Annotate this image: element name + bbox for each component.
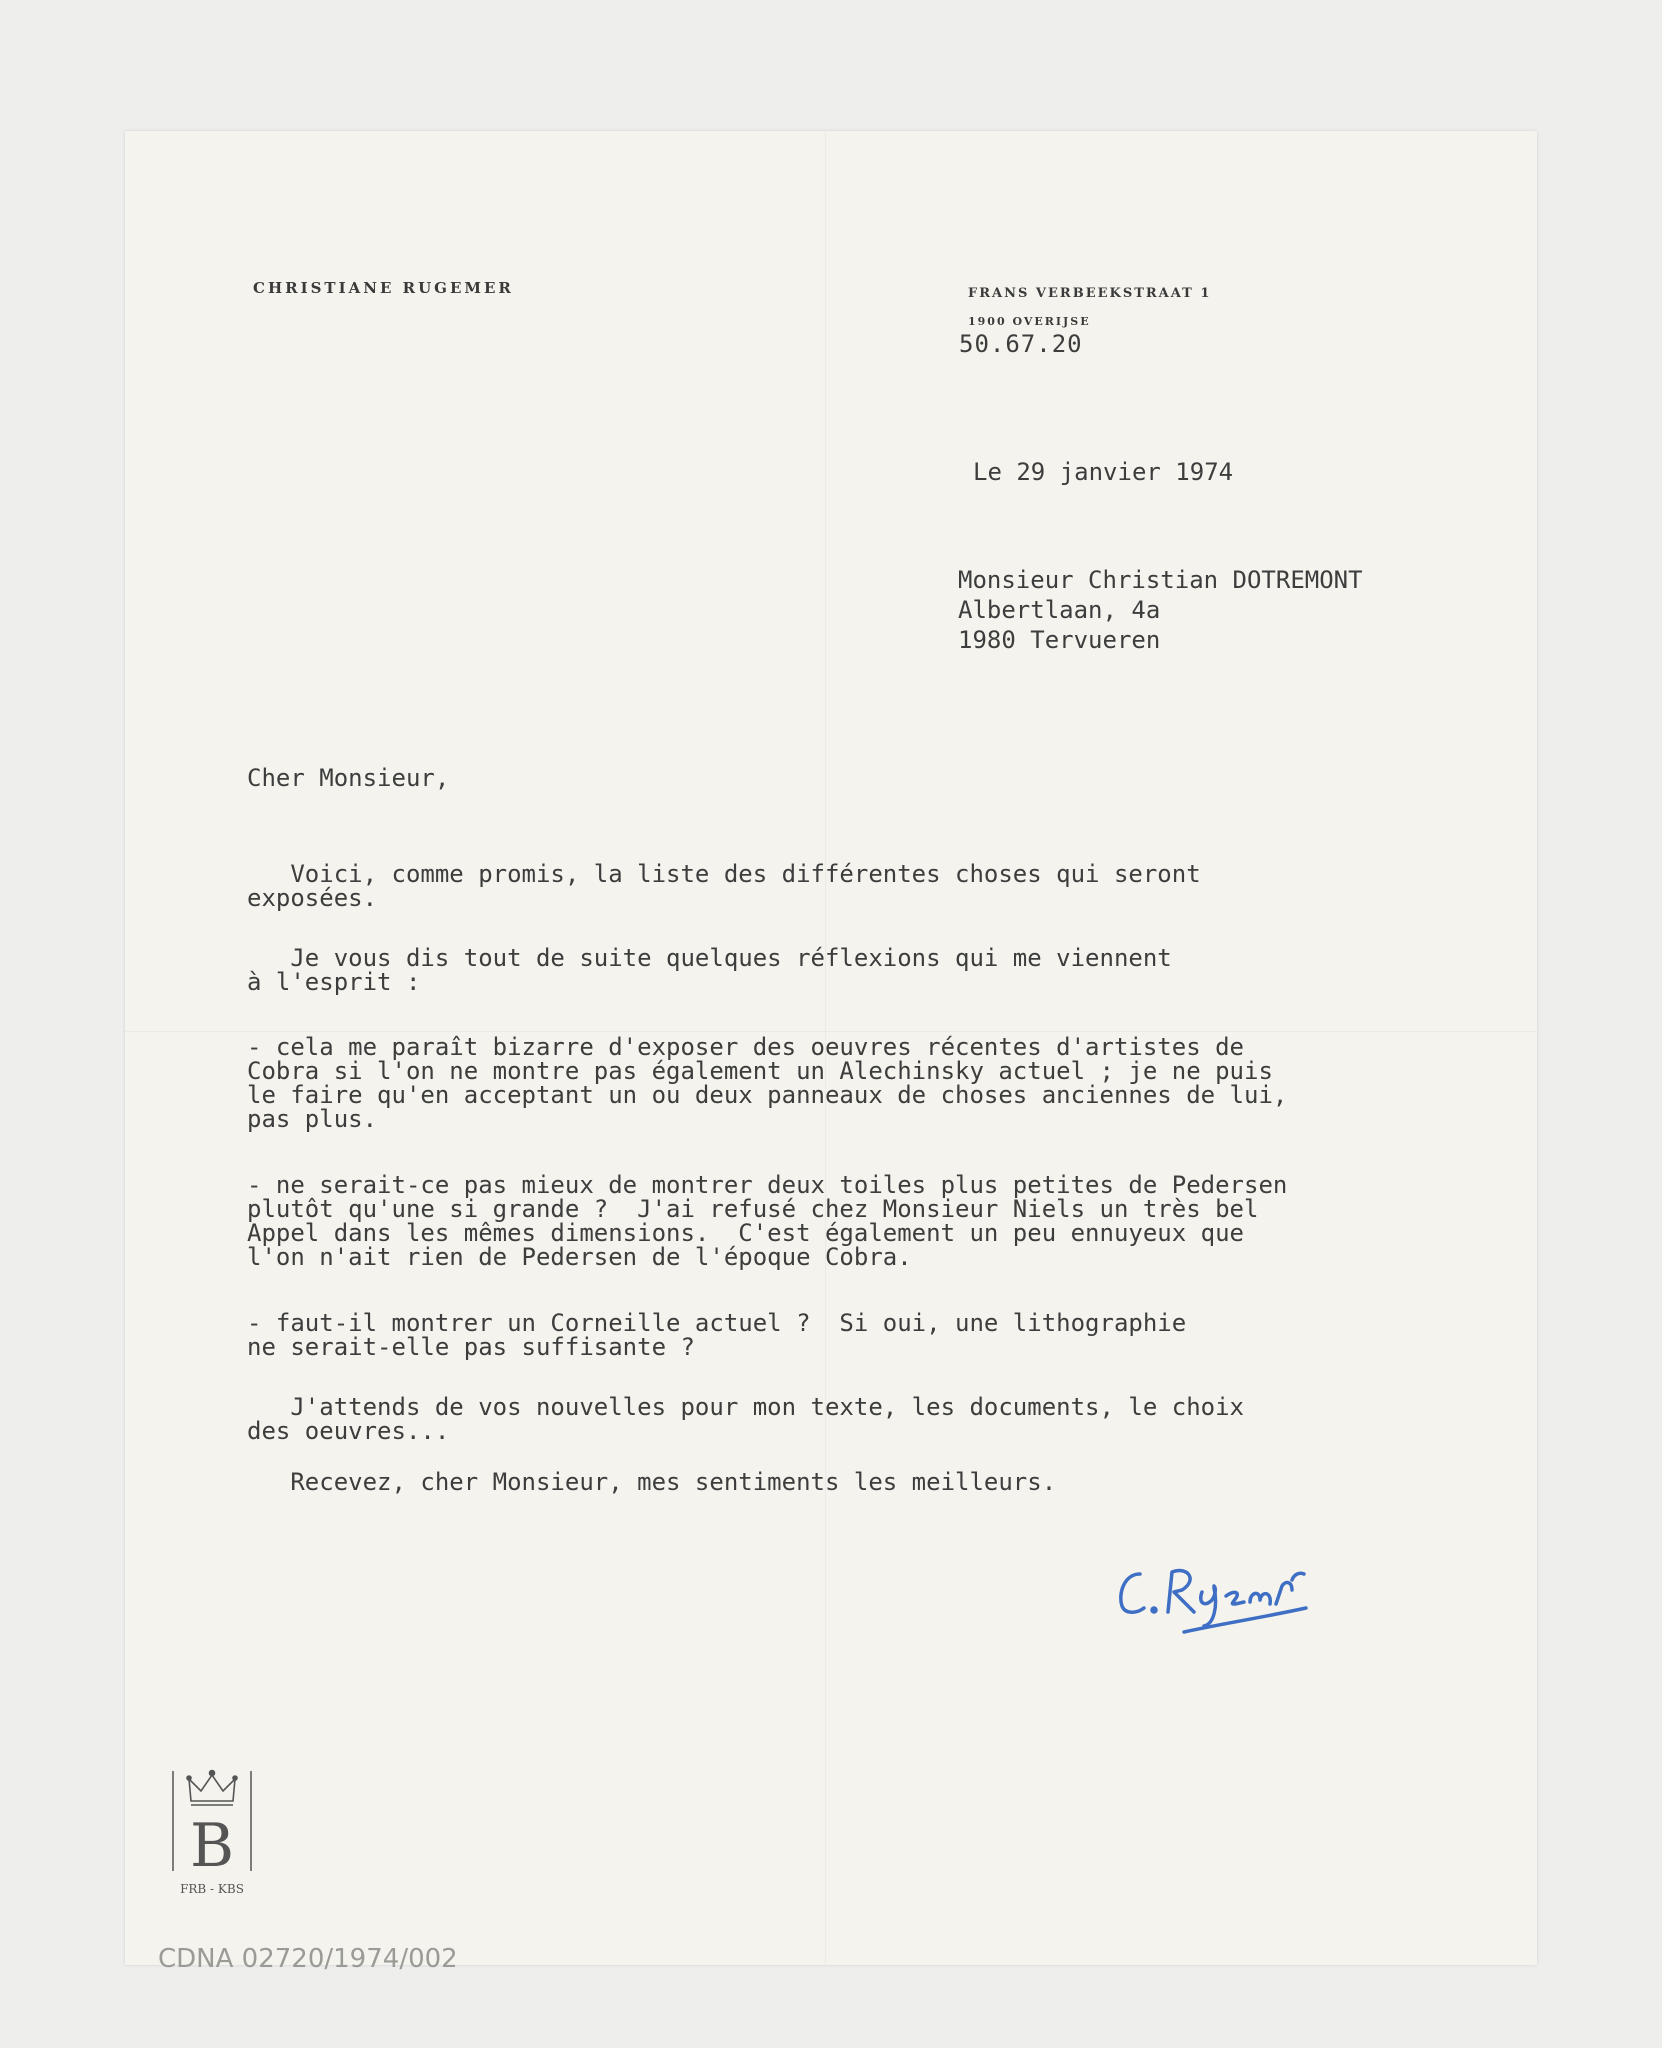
letterhead-city: 1900 OVERIJSE [968, 315, 1091, 328]
foundation-logo [167, 1765, 257, 1905]
fold-line-horizontal [125, 1031, 1537, 1032]
signature-text: C.Rugemer [1110, 1533, 1184, 1550]
paragraph-line: plutôt qu'une si grande ? J'ai refusé chez Monsieur Niels un très bel [247, 1195, 1259, 1223]
paragraph-line: J'attends de vos nouvelles pour mon texte, les documents, le choix [247, 1393, 1244, 1421]
recipient-line: 1980 Tervueren [958, 626, 1161, 654]
paragraph-2 [247, 946, 1172, 994]
crown-icon [187, 1771, 237, 1806]
paragraph-line: Je vous dis tout de suite quelques réflexions qui me viennent [247, 944, 1172, 972]
letter-date: Le 29 janvier 1974 [973, 458, 1234, 486]
paragraph-line: Cobra si l'on ne montre pas également un Alechinsky actuel ; je ne puis [247, 1057, 1273, 1085]
paragraph-line: l'on n'ait rien de Pedersen de l'époque Cobra. [247, 1243, 912, 1271]
letterhead-name: CHRISTIANE RUGEMER [253, 279, 514, 297]
archive-reference [158, 1937, 588, 1977]
paragraph-line: ne serait-elle pas suffisante ? [247, 1333, 695, 1361]
recipient-line: Albertlaan, 4a [958, 596, 1161, 624]
paragraph-line: pas plus. [247, 1105, 378, 1133]
paragraph-3 [247, 1035, 1287, 1131]
recipient-address [958, 565, 1363, 655]
closing-line: Recevez, cher Monsieur, mes sentiments les meilleurs. [247, 1468, 1057, 1496]
logo-letter: B [189, 1811, 235, 1881]
paragraph-line: - ne serait-ce pas mieux de montrer deux toiles plus petites de Pedersen [247, 1171, 1288, 1199]
paragraph-line: exposées. [247, 884, 378, 912]
paragraph-5 [247, 1311, 1186, 1359]
handwritten-signature [1110, 1533, 1340, 1636]
paragraph-line: à l'esprit : [247, 968, 421, 996]
letter-page [125, 131, 1537, 1965]
paragraph-line: Appel dans les mêmes dimensions. C'est également un peu ennuyeux que [247, 1219, 1244, 1247]
paragraph-line: - faut-il montrer un Corneille actuel ? Si oui, une lithographie [247, 1309, 1187, 1337]
letterhead-phone: 50.67.20 [959, 330, 1083, 358]
paragraph-1 [247, 862, 1201, 910]
paragraph-line: des oeuvres... [247, 1417, 450, 1445]
logo-caption: FRB - KBS [180, 1882, 244, 1896]
letterhead-street: FRANS VERBEEKSTRAAT 1 [968, 286, 1212, 301]
greeting: Cher Monsieur, [247, 764, 450, 792]
paragraph-line: le faire qu'en acceptant un ou deux panneaux de choses anciennes de lui, [247, 1081, 1288, 1109]
archive-reference-text: CDNA 02720/1974/002 [158, 1944, 458, 1974]
paragraph-4 [247, 1173, 1287, 1269]
paragraph-line: - cela me paraît bizarre d'exposer des oeuvres récentes d'artistes de [247, 1033, 1244, 1061]
recipient-line: Monsieur Christian DOTREMONT [958, 566, 1363, 594]
paragraph-line: Voici, comme promis, la liste des différentes choses qui seront [247, 860, 1201, 888]
paragraph-6 [247, 1395, 1244, 1443]
